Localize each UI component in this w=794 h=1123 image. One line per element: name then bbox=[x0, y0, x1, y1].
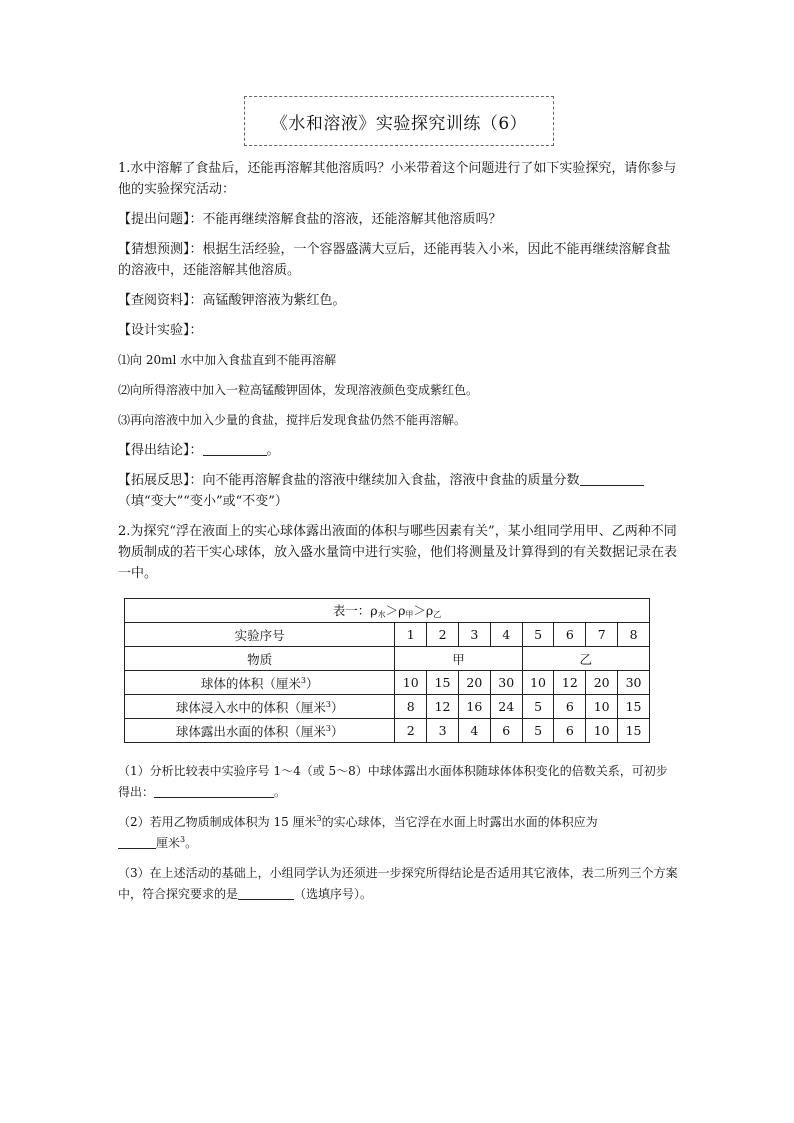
q1-reflect bbox=[118, 470, 678, 512]
info-tag: 【查阅资料】 bbox=[118, 293, 190, 308]
data-table bbox=[124, 598, 650, 743]
q1-guess bbox=[118, 239, 678, 281]
table-cell: 10 bbox=[586, 719, 618, 743]
table-cell: 20 bbox=[458, 671, 490, 695]
reflect-text: ：向不能再溶解食盐的溶液中继续加入食盐，溶液中食盐的质量分数 bbox=[189, 473, 580, 488]
table-cell: 30 bbox=[618, 671, 650, 695]
table-cell: 12 bbox=[427, 695, 459, 719]
conclusion-tag: 【得出结论】 bbox=[118, 443, 190, 458]
table-cell: 8 bbox=[395, 695, 427, 719]
row-label-volume: 球体的体积（厘米$^3$） bbox=[125, 671, 395, 695]
table-cell: 1 bbox=[395, 623, 427, 647]
table-cell: 10 bbox=[395, 671, 427, 695]
ask-text: ：不能再继续溶解食盐的溶液，还能溶解其他溶质吗？ bbox=[189, 212, 502, 227]
row-label-exposed: 球体露出水面的体积（厘米$^3$） bbox=[125, 719, 395, 743]
table-cell: 12 bbox=[554, 671, 586, 695]
row-label-immersed: 球体浸入水中的体积（厘米$^3$） bbox=[125, 695, 395, 719]
group-yi: 乙 bbox=[522, 647, 649, 671]
ask-tag: 【提出问题】 bbox=[118, 212, 190, 227]
table-cell: 7 bbox=[586, 623, 618, 647]
q1-conclusion bbox=[118, 440, 678, 461]
q1-info bbox=[118, 290, 678, 311]
table-caption-row bbox=[125, 599, 650, 623]
table-cell: 4 bbox=[458, 719, 490, 743]
reflect-blank[interactable] bbox=[580, 471, 644, 486]
table-caption: 表一：$\rho_水>\rho_甲>\rho_乙$ bbox=[125, 599, 650, 623]
design-text: ： bbox=[189, 323, 203, 338]
reflect-tag: 【拓展反思】 bbox=[118, 473, 190, 488]
table-row bbox=[125, 671, 650, 695]
content bbox=[118, 158, 678, 905]
conclusion-post: 。 bbox=[266, 443, 280, 458]
row-label-substance: 物质 bbox=[125, 647, 395, 671]
table-cell: 15 bbox=[618, 695, 650, 719]
q1-ask bbox=[118, 209, 678, 230]
sub3-blank[interactable] bbox=[238, 885, 294, 900]
table-cell: 6 bbox=[554, 695, 586, 719]
table-cell: 4 bbox=[490, 623, 522, 647]
table-cell: 15 bbox=[618, 719, 650, 743]
q1-step2: ⑵向所得溶液中加入一粒高锰酸钾固体，发现溶液颜色变成紫红色。 bbox=[118, 383, 479, 397]
table-cell: 10 bbox=[586, 695, 618, 719]
q2-intro: 2.为探究“浮在液面上的实心球体露出液面的体积与哪些因素有关”，某小组同学用甲、乙两种不同物质制成的若干实心球体，放入盛水量筒中进行实验，他们将测量及计算得到的有关数据记录在表一中。 bbox=[118, 524, 678, 581]
q2-sub2: （2）若用乙物质制成体积为 15 厘米$^3$的实心球体，当它浮在水面上时露出水面的体积应为 厘米$^3$。 bbox=[118, 814, 598, 850]
table-cell: 15 bbox=[427, 671, 459, 695]
table-row bbox=[125, 647, 650, 671]
table-cell: 2 bbox=[395, 719, 427, 743]
q2-sub3: （3）在上述活动的基础上，小组同学认为还须进一步探究所得结论是否适用其它液体，表二所列三个方案中，符合探究要求的是 （选填序号）。 bbox=[118, 866, 678, 901]
table-cell: 20 bbox=[586, 671, 618, 695]
table-cell: 24 bbox=[490, 695, 522, 719]
table-cell: 6 bbox=[490, 719, 522, 743]
table-cell: 30 bbox=[490, 671, 522, 695]
sub1-blank[interactable] bbox=[154, 783, 274, 798]
table-row bbox=[125, 623, 650, 647]
title-box bbox=[244, 96, 554, 146]
q1-intro: 1.水中溶解了食盐后，还能再溶解其他溶质吗？小米带着这个问题进行了如下实验探究，请你参与他的实验探究活动： bbox=[118, 161, 677, 197]
table-row bbox=[125, 695, 650, 719]
conclusion-pre: ： bbox=[189, 443, 203, 458]
page-title: 《水和溶液》实验探究训练（6） bbox=[270, 113, 528, 134]
conclusion-blank[interactable] bbox=[203, 441, 267, 456]
table-cell: 2 bbox=[427, 623, 459, 647]
table-cell: 3 bbox=[427, 719, 459, 743]
reflect-hint: （填“变大”“变小”或“不变”） bbox=[118, 494, 288, 509]
q1-step1: ⑴向 20ml 水中加入食盐直到不能再溶解 bbox=[118, 353, 337, 367]
sub2-blank[interactable] bbox=[118, 834, 156, 849]
table-cell: 5 bbox=[522, 623, 554, 647]
guess-tag: 【猜想预测】 bbox=[118, 242, 190, 257]
info-text: ：高锰酸钾溶液为紫红色。 bbox=[189, 293, 346, 308]
table-cell: 3 bbox=[458, 623, 490, 647]
table-row bbox=[125, 719, 650, 743]
table-cell: 5 bbox=[522, 695, 554, 719]
group-jia: 甲 bbox=[395, 647, 522, 671]
table-cell: 10 bbox=[522, 671, 554, 695]
q1-step3: ⑶再向溶液中加入少量的食盐，搅拌后发现食盐仍然不能再溶解。 bbox=[118, 413, 467, 427]
guess-text: ：根据生活经验，一个容器盛满大豆后，还能再装入小米，因此不能再继续溶解食盐的溶液中，还能溶解其他溶质。 bbox=[118, 242, 671, 278]
table-cell: 5 bbox=[522, 719, 554, 743]
q2-sub1: （1）分析比较表中实验序号 1～4（或 5～8）中球体露出水面体积随球体体积变化的倍数关系，可初步得出： 。 bbox=[118, 764, 668, 799]
table-cell: 8 bbox=[618, 623, 650, 647]
table-cell: 6 bbox=[554, 623, 586, 647]
table-cell: 16 bbox=[458, 695, 490, 719]
row-label-seq: 实验序号 bbox=[125, 623, 395, 647]
q1-design bbox=[118, 320, 678, 341]
design-tag: 【设计实验】 bbox=[118, 323, 190, 338]
table-cell: 6 bbox=[554, 719, 586, 743]
